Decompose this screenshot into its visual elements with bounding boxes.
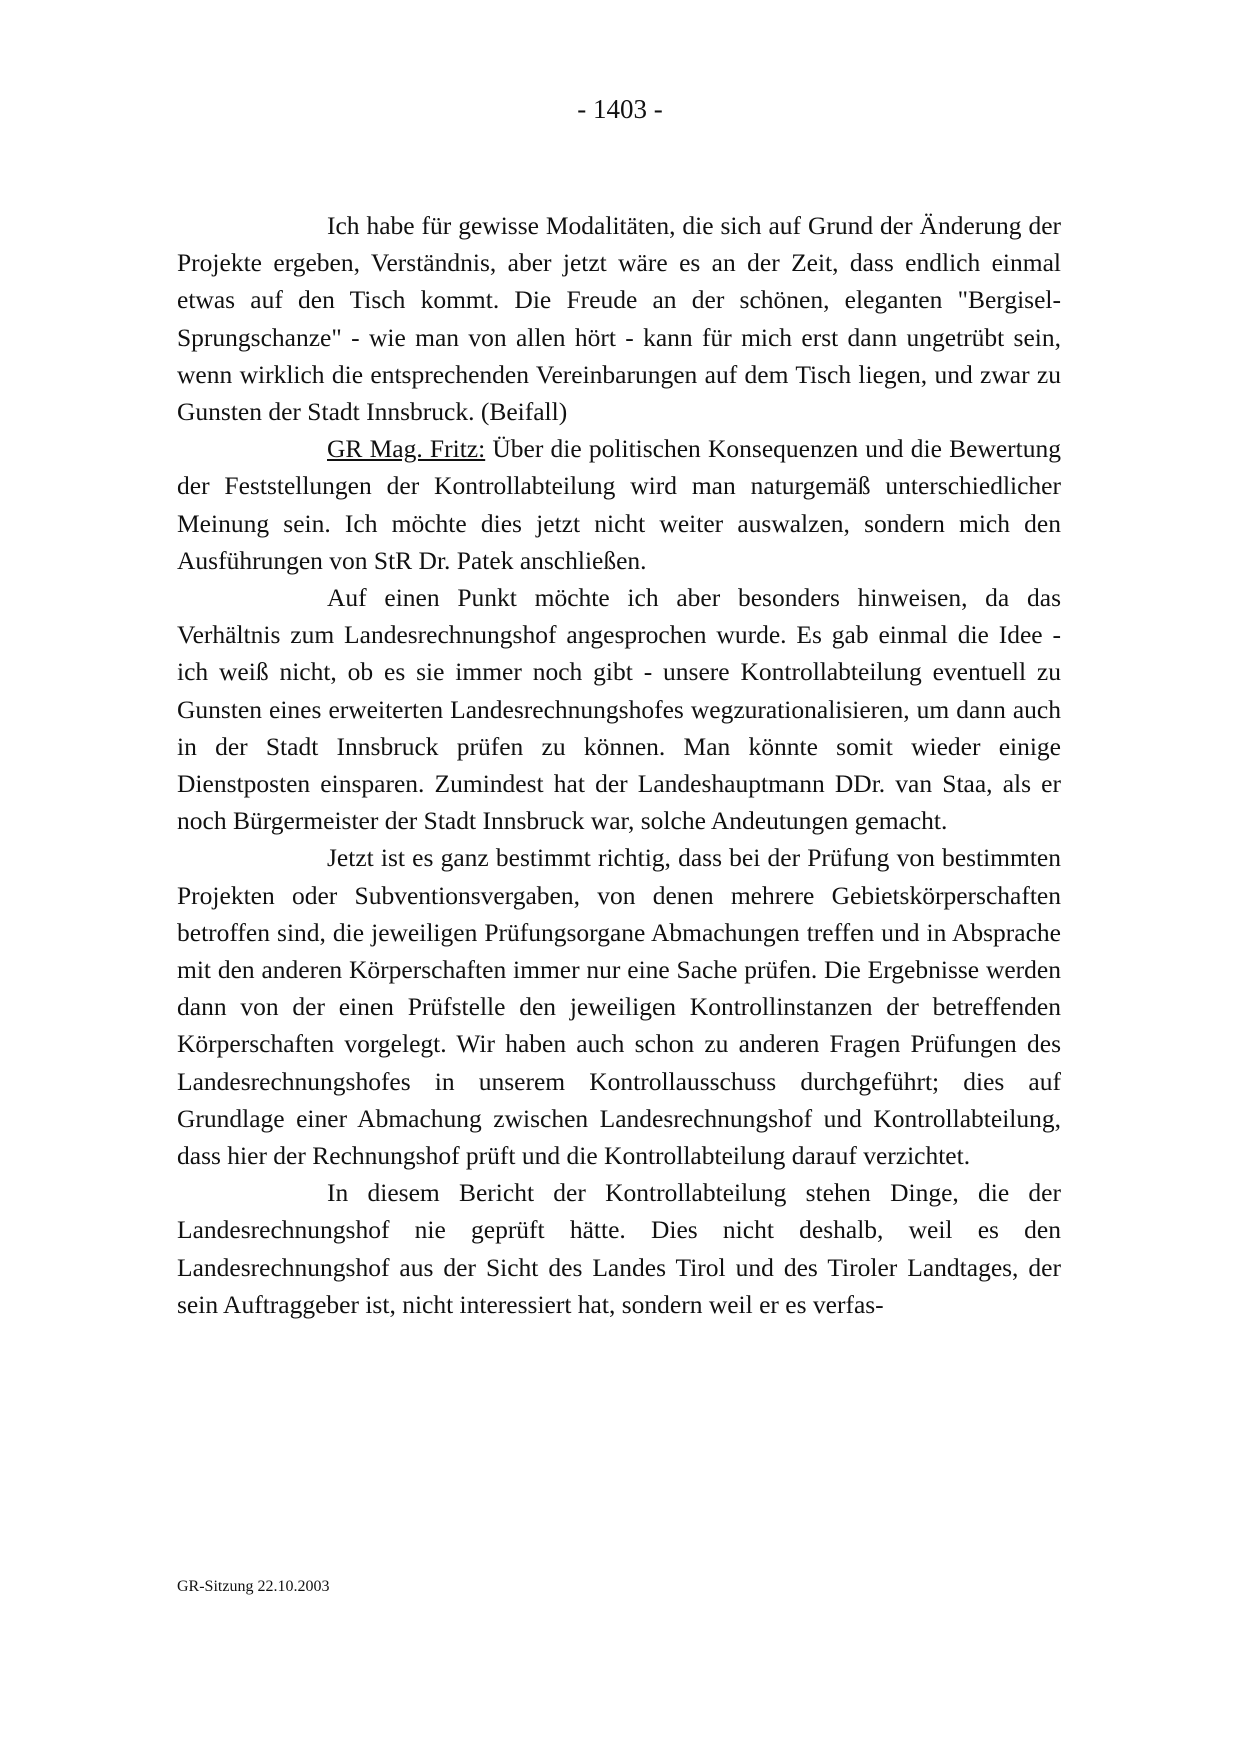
paragraph-3: Auf einen Punkt möchte ich aber besonders hinweisen, da das Verhältnis zum Landesrechnungshof angesprochen wurde. Es gab einmal die Idee - ich weiß nicht, ob es sie immer noch gibt - unsere Kontrollabteilung eventuell zu Gunsten eines erweiterten Landesrechnungshofes wegzurationalisieren, um dann auch in der Stadt Innsbruck prüfen zu können. Man könnte somit wieder einige Dienstposten einsparen. Zumindest hat der Landeshauptmann DDr. van Staa, als er noch Bürgermeister der Stadt Innsbruck war, solche Andeutungen gemacht. [177, 583, 1061, 836]
page-number: - 1403 - [577, 94, 663, 124]
paragraph-4: Jetzt ist es ganz bestimmt richtig, dass bei der Prüfung von bestimmten Projekten oder Subventionsvergaben, von denen mehrere Gebietskörperschaften betroffen sind, die jeweiligen Prüfungsorgane Abmachungen treffen und in Absprache mit den anderen Körperschaften immer nur eine Sache prüfen. Die Ergebnisse werden dann von der einen Prüfstelle den jeweiligen Kontrollinstanzen der betreffenden Körperschaften vorgelegt. Wir haben auch schon zu anderen Fragen Prüfungen des Landesrechnungshofes in unserem Kontrollausschuss durchgeführt; dies auf Grundlage einer Abmachung zwischen Landesrechnungshof und Kontrollabteilung, dass hier der Rechnungshof prüft und die Kontrollabteilung darauf verzichtet. [177, 843, 1061, 1171]
footer-session-date: GR-Sitzung 22.10.2003 [177, 1578, 330, 1595]
paragraph-1: Ich habe für gewisse Modalitäten, die sich auf Grund der Änderung der Projekte ergeben, Verständnis, aber jetzt wäre es an der Zeit, dass endlich einmal etwas auf den Tisch kommt. Die Freude an der schönen, eleganten "Bergisel-Sprungschanze" - wie man von allen hört - kann für mich erst dann ungetrübt sein, wenn wirklich die entsprechenden Vereinbarungen auf dem Tisch liegen, und zwar zu Gunsten der Stadt Innsbruck. (Beifall) [177, 211, 1061, 427]
paragraph-2 [177, 430, 1061, 579]
paragraph-2-text: Über die politischen Konsequenzen und die Bewertung der Feststellungen der Kontrollabteilung wird man naturgemäß unterschiedlicher Meinung sein. Ich möchte dies jetzt nicht weiter auswalzen, sondern mich den Ausführungen von StR Dr. Patek anschließen. [177, 434, 1061, 575]
speaker-name: GR Mag. Fritz: [327, 434, 486, 464]
body-text [177, 207, 1061, 1323]
paragraph-5: In diesem Bericht der Kontrollabteilung stehen Dinge, die der Landesrechnungshof nie geprüft hätte. Dies nicht deshalb, weil es den Landesrechnungshof aus der Sicht des Landes Tirol und des Tiroler Landtages, der sein Auftraggeber ist, nicht interessiert hat, sondern weil er es verfas- [177, 1178, 1061, 1319]
